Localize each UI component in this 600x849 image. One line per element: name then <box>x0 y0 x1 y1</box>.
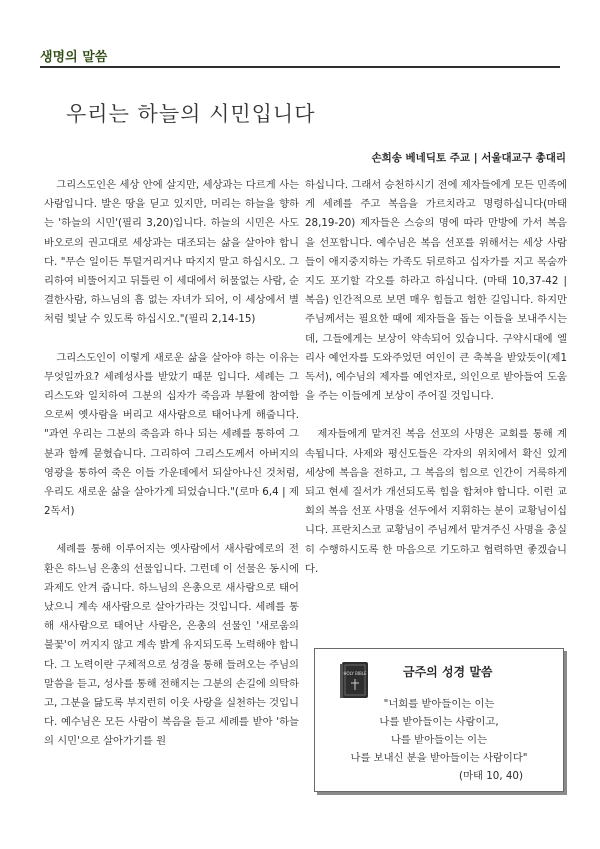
paragraph: 그리스도인이 이렇게 새로운 삶을 살아야 하는 이유는 무엇일까요? 세례성사를 받았기 때문 입니다. 세례는 그리스도와 일치하여 그분의 십자가 죽음과 부활에 참여함으로써 옛사람을 버리고 새사람으로 태어나게 해줍니다. "과연 우리는 그분의 죽음과 하나 되는 세례를 통하여 그분과 함께 묻혔습니다. 그리하여 그리스도께서 아버지의 영광을 통하여 죽은 이들 가운데에서 되살아나신 것처럼, 우리도 새로운 삶을 살아가게 되었습니다."(로마 6,4 | 제2독서) <box>44 351 299 518</box>
section-tag: 생명의 말씀 <box>40 50 108 65</box>
weekly-verse-box <box>314 648 564 792</box>
right-column <box>305 176 567 598</box>
verse-line: 나를 받아들이는 사람이고, <box>379 716 499 728</box>
paragraph: 제자들에게 맡겨진 복음 선포의 사명은 교회를 통해 계속됩니다. 사제와 평신도들은 각자의 위치에서 확신 있게 세상에 복음을 전하고, 그 복음의 힘으로 인간이 거룩하게 되고 현세 질서가 개선되도록 힘을 합쳐야 합니다. 이런 교회의 복음 선포 사명을 선두에서 지휘하는 분이 교황님이십니다. 프란치스코 교황님이 주님께서 맡겨주신 사명을 충실히 수행하시도록 한 마음으로 기도하고 협력하면 좋겠습니다. <box>305 428 567 575</box>
box-heading: 금주의 성경 말씀 <box>403 665 493 679</box>
verse-line: 나를 보내신 분을 받아들이는 사람이다" <box>350 752 528 764</box>
bible-cover-label: HOLY BIBLE <box>343 671 367 676</box>
verse-reference: (마태 10, 40) <box>459 770 523 782</box>
verse-line: "너희를 받아들이는 이는 <box>383 698 495 710</box>
paragraph: 그리스도인은 세상 안에 살지만, 세상과는 다르게 사는 사람입니다. 발은 땅을 딛고 있지만, 머리는 하늘을 향하는 '하늘의 시민'(필리 3,20)입니다. 하늘의 시민은 사도 바오로의 권고대로 세상과는 대조되는 삶을 살아야 합니다. "무슨 일이든 투덜거리거나 따지지 말고 하십시오. 그리하여 비뚤어지고 뒤틀린 이 세대에서 허물없는 사람, 순결한사람, 하느님의 흠 없는 자녀가 되어, 이 세상에서 별처럼 빛날 수 있도록 하십시오."(필리 2,14-15) <box>44 179 299 326</box>
verse-quote <box>325 695 553 785</box>
left-column <box>44 176 299 771</box>
paragraph: 세례를 통해 이루어지는 옛사람에서 새사람에로의 전환은 하느님 은총의 선물입니다. 그런데 이 선물은 동시에 과제도 안겨 줍니다. 하느님의 은총으로 새사람으로 태어났으니 계속 새사람으로 살아가라는 것입니다. 세례를 통해 새사람으로 태어난 사람은, 은총의 선물인 '새로움의 불꽃'이 꺼지지 않고 계속 밝게 유지되도록 노력해야 합니다. 그 노력이란 구체적으로 성경을 통해 들려오는 주님의 말씀을 듣고, 성사를 통해 전해지는 그분의 손길에 의탁하고, 그분을 닮도록 부지런히 이웃 사랑을 실천하는 것입니다. 예수님은 모든 사람이 복음을 듣고 세례를 받아 '하늘의 시민'으로 살아가기를 원 <box>44 543 299 748</box>
author-byline: 손희송 베네딕토 주교 | 서울대교구 총대리 <box>371 152 566 164</box>
verse-line: 나를 받아들이는 이는 <box>390 734 488 746</box>
page-title: 우리는 하늘의 시민입니다 <box>66 102 316 126</box>
section-divider <box>40 66 560 68</box>
paragraph: 하십니다. 그래서 승천하시기 전에 제자들에게 모든 민족에게 세례를 주고 복음을 가르치라고 명령하십니다(마태 28,19-20) 제자들은 스승의 명에 따라 만방에 가서 복음을 선포합니다. 예수님은 복음 선포를 위해서는 세상 사람들이 애지중지하는 가족도 뒤로하고 십자가를 지고 목숨까지도 포기할 각오를 하라고 하십니다. (마태 10,37-42 | 복음) 인간적으로 보면 매우 힘들고 험한 길입니다. 하지만 주님께서는 필요한 때에 제자들을 돕는 이들을 보내주시는데, 그들에게는 보상이 약속되어 있습니다. 구약시대에 엘리사 예언자를 도와주었던 여인이 큰 축복을 받았듯이(제1독서), 예수님의 제자를 예언자로, 의인으로 받아들여 도움을 주는 이들에게 보상이 주어질 것입니다. <box>305 179 567 403</box>
